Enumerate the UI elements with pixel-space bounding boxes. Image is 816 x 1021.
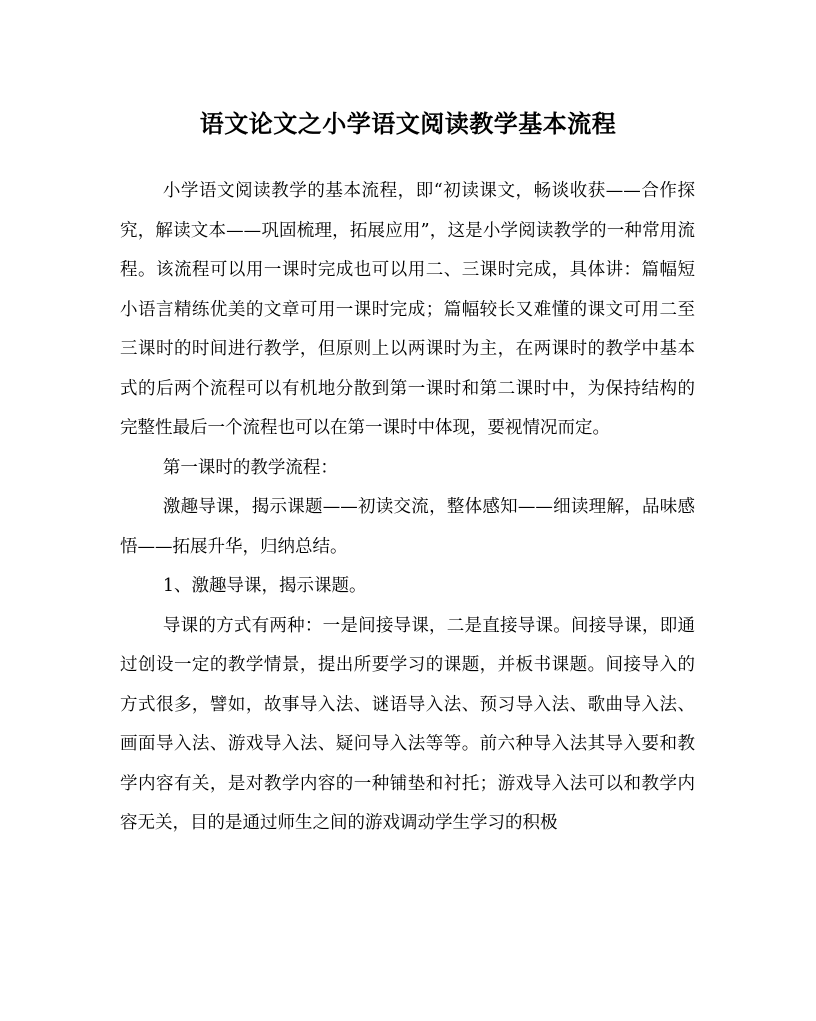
paragraph-first-lesson-heading: 第一课时的教学流程：	[162, 457, 338, 478]
paragraph-first-lesson-flow: 激趣导课，揭示课题——初读交流，整体感知——细读理解，品味感悟——拓展升华，归纳总结。	[120, 497, 695, 557]
paragraph-intro: 小学语文阅读教学的基本流程，即“初读课文，畅谈收获——合作探究，解读文本——巩固梳理，拓展应用”，这是小学阅读教学的一种常用流程。该流程可以用一课时完成也可以用二、三课时完成，具体讲：篇幅短小语言精练优美的文章可用一课时完成；篇幅较长又难懂的课文可用二至三课时的时间进行教学，但原则上以两课时为主，在两课时的教学中基本式的后两个流程可以有机地分散到第一课时和第二课时中，为保持结构的完整性最后一个流程也可以在第一课时中体现，要视情况而定。	[120, 181, 695, 438]
paragraph-step-1-heading: 1、激趣导课，揭示课题。	[162, 576, 367, 596]
document-title: 语文论文之小学语文阅读教学基本流程	[199, 109, 617, 138]
document-body	[120, 172, 695, 844]
paragraph-step-1-body: 导课的方式有两种：一是间接导课，二是直接导课。间接导课，即通过创设一定的教学情景，提出所要学习的课题，并板书课题。间接导入的方式很多，譬如，故事导入法、谜语导入法、预习导入法、歌曲导入法、画面导入法、游戏导入法、疑问导入法等等。前六种导入法其导入要和教学内容有关，是对教学内容的一种铺垫和衬托；游戏导入法可以和教学内容无关，目的是通过师生之间的游戏调动学生学习的积极	[120, 615, 695, 833]
